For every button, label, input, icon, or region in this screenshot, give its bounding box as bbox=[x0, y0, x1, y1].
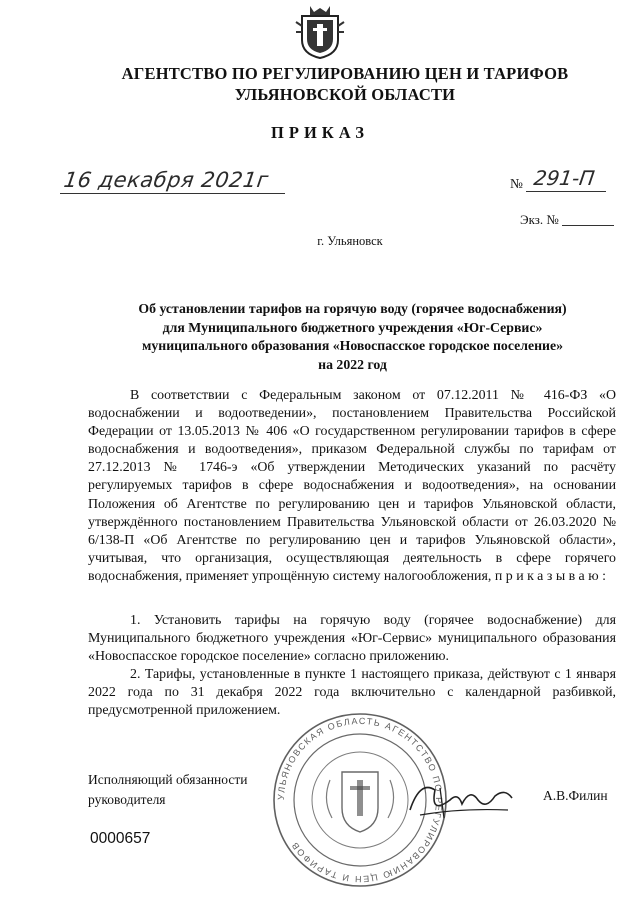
number-underline bbox=[526, 191, 606, 192]
order-command: приказываю: bbox=[494, 568, 610, 584]
date-underline bbox=[60, 193, 285, 194]
title-line: для Муниципального бюджетного учреждения «Юг-Сервис» bbox=[162, 319, 543, 335]
copy-number-underline bbox=[562, 225, 614, 226]
preamble-text: В соответствии с Федеральным законом от 07.12.2011 № 416-ФЗ «О водоснабжении и водоотведении», постановлением Правительства Российской Федерации от 13.05.2013 № 406 «О государственном регулировании тарифов в сфере водоснабжения и водоотведения», приказом Федеральной службы по тарифам от 27.12.2013 № 1746-э «Об утверждении Методических указаний по расчёту регулируемых тарифов в сфере водоснабжения и водоотведения», на основании Положения об Агентстве по регулированию цен и тарифов Ульяновской области, утверждённого постановлением Правительства Ульяновской области от 26.03.2020 № 6/138-П «Об Агентстве по регулированию цен и тарифов Ульяновской области», учитывая, что организация, осуществляющая деятельность в сфере горячего водоснабжения, применяет упрощённую систему налогообложения, bbox=[88, 388, 616, 584]
number-label: № bbox=[510, 176, 523, 191]
copy-number-label: Экз. № bbox=[520, 212, 559, 227]
title-line: муниципального образования «Новоспасское городское поселение» bbox=[141, 338, 564, 354]
signatory-position bbox=[88, 770, 247, 810]
document-code: 0000657 bbox=[90, 830, 151, 847]
position-line: Исполняющий обязанности bbox=[88, 772, 248, 787]
paragraph-item-2: 2. Тарифы, установленные в пункте 1 настоящего приказа, действуют с 1 января 2022 года по 31 декабря 2022 года включительно с календарной разбивкой, предусмотренной приложением. bbox=[88, 667, 616, 719]
document-title bbox=[60, 300, 640, 374]
handwritten-number: 291-П bbox=[532, 166, 597, 190]
document-type: ПРИКАЗ bbox=[271, 123, 369, 142]
title-line: на 2022 год bbox=[318, 356, 387, 372]
city-name: г. Ульяновск bbox=[317, 234, 383, 248]
paragraph-item-1: 1. Установить тарифы на горячую воду (горячее водоснабжение) для Муниципального бюджетного учреждения «Юг-Сервис» муниципального образования «Новоспасское городское поселение» согласно приложению. bbox=[88, 613, 616, 665]
handwritten-signature bbox=[400, 770, 520, 830]
signatory-name: А.В.Филин bbox=[543, 788, 608, 803]
paragraph-preamble bbox=[88, 387, 616, 586]
position-line: руководителя bbox=[88, 792, 166, 807]
agency-name-line2: УЛЬЯНОВСКОЙ ОБЛАСТИ bbox=[234, 85, 456, 104]
handwritten-date: 16 декабря 2021г bbox=[62, 168, 271, 192]
stamp-text: УЛЬЯНОВСКАЯ ОБЛАСТЬ АГЕНТСТВО ПО РЕГУЛИРОВАНИЮ ЦЕН И ТАРИФОВ bbox=[275, 715, 445, 885]
coat-of-arms-icon bbox=[294, 2, 346, 60]
agency-name-line1: АГЕНТСТВО ПО РЕГУЛИРОВАНИЮ ЦЕН И ТАРИФОВ bbox=[121, 64, 569, 83]
title-line: Об установлении тарифов на горячую воду (горячее водоснабжения) bbox=[138, 301, 567, 316]
